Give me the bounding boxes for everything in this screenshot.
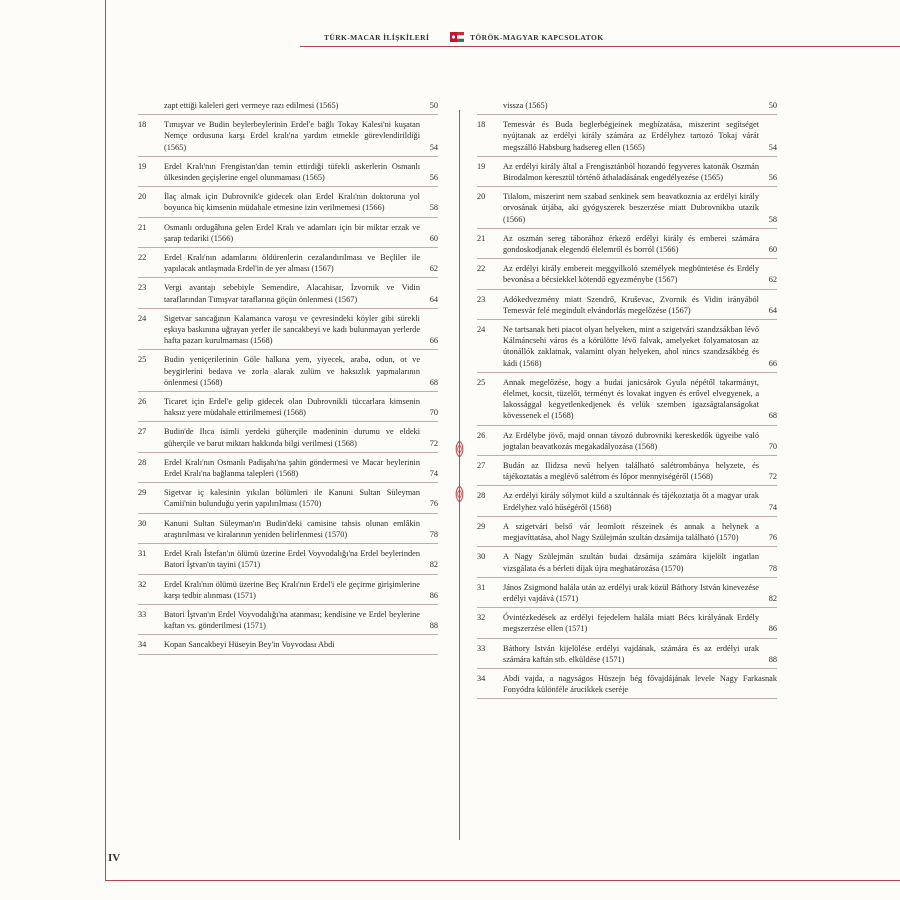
- entry-title: Az erdélyi király embereit meggyilkoló személyek megbüntetése és Erdély bevonása a bécsiekkel kötendő egyezménybe (1567): [503, 264, 759, 285]
- toc-entry: [138, 313, 438, 351]
- running-header: [300, 30, 900, 44]
- left-frame-line: [105, 0, 106, 880]
- toc-entry: [138, 119, 438, 157]
- entry-title: Sigetvar sancağının Kalamanca varoşu ve çevresindeki köyler gibi sürekli eşkıya baskınına uğrayan yerler ile sancakbeyi ve kadı bulunmayan yerlerde hafta pazarı kurulmaması (1568): [164, 313, 420, 346]
- entry-page-number: 70: [429, 408, 438, 418]
- toc-entry: [138, 639, 438, 654]
- toc-entry: [477, 233, 777, 259]
- entry-page-number: 86: [768, 624, 777, 634]
- entry-title: Tilalom, miszerint nem szabad senkinek sem beavatkoznia az erdélyi király orvosának útjába, aki gyógyszerek beszerzése miatt Dubrovnikba utazik (1566): [503, 192, 759, 224]
- entry-page-number: 68: [768, 411, 777, 421]
- entry-number: 24: [138, 313, 147, 323]
- entry-number: 29: [138, 488, 147, 498]
- entry-number: 25: [477, 377, 486, 387]
- entry-title: İlaç almak için Dubrovnik'e gidecek olan Erdel Kralı'nın doktoruna yol boyunca hiç kimsenin müdahale etmesine izin verilmemesi (1566): [164, 192, 420, 213]
- toc-entry: [138, 222, 438, 248]
- turkish-contents-column: [138, 100, 438, 659]
- toc-entry: [477, 119, 777, 157]
- entry-title: Adókedvezmény miatt Szendrő, Kruševac, Zvornik és Vidin irányából Temesvár felé megindult elvándorlás megelőzése (1567): [503, 294, 759, 315]
- entry-page-number: 76: [429, 499, 438, 509]
- toc-entry: [138, 457, 438, 483]
- entry-number: 28: [477, 491, 486, 501]
- entry-page-number: 74: [768, 502, 777, 512]
- toc-entry: [477, 191, 777, 229]
- entry-number: 20: [138, 192, 147, 202]
- entry-number: 18: [138, 120, 147, 130]
- flag-emblem-icon: [450, 32, 464, 42]
- entry-number: 30: [477, 552, 486, 562]
- entry-title: Erdel Kralı'nın adamlarını öldürenlerin cezalandırılması ve Beçliler ile yapılacak antlaşmada Erdel'in de yer alması (1567): [164, 253, 420, 274]
- entry-number: 30: [138, 518, 147, 528]
- entry-page-number: 54: [768, 142, 777, 152]
- entry-page-number: 78: [429, 529, 438, 539]
- entry-page-number: 56: [768, 173, 777, 183]
- toc-entry: [477, 490, 777, 516]
- entry-title: Báthory István kijelölése erdélyi vajdának, számára és az erdélyi urak számára kaftán stb. elküldése (1571): [503, 643, 759, 664]
- entry-page-number: 82: [768, 593, 777, 603]
- entry-page-number: 64: [429, 294, 438, 304]
- ornament-icon: [452, 440, 467, 458]
- entry-title: Budin yeniçerilerinin Göle halkına yem, yiyecek, araba, odun, ot ve beygirlerini bedava ve zorla alarak zulüm ve haksızlık yapmalarının önlenmesi (1568): [164, 355, 420, 387]
- entry-title: Erdel Kralı'nın Frengistan'dan temin ettirdiği tüfekli askerlerin Osmanlı ülkesinden geçişlerine engel olunmaması (1565): [164, 161, 420, 183]
- entry-number: 25: [138, 355, 147, 365]
- entry-number: 24: [477, 325, 486, 335]
- toc-entry: [138, 487, 438, 513]
- toc-entry: [477, 294, 777, 320]
- entry-title: Budán az Ilidzsa nevű helyen található salétrombánya helyzete, és tájékoztatás a meglévő salétrom és lőpor mennyiségéről (1568): [503, 461, 759, 482]
- toc-entry: [477, 377, 777, 426]
- header-title-turkish: TÜRK-MACAR İLİŞKİLERİ: [324, 33, 430, 42]
- toc-entry: [477, 643, 777, 669]
- entry-page-number: 60: [429, 233, 438, 243]
- entry-number: 33: [138, 609, 147, 619]
- entry-title: Vergi avantajı sebebiyle Semendire, Alacahisar, İzvornik ve Vidin taraflarından Tımışvar taraflarına göçün önlenmesi (1567): [164, 283, 420, 304]
- entry-number: 19: [477, 161, 486, 171]
- header-rule: [300, 46, 900, 47]
- entry-page-number: 64: [768, 305, 777, 315]
- page-number: IV: [108, 852, 121, 864]
- toc-entry: [138, 396, 438, 422]
- entry-title: Kanuni Sultan Süleyman'ın Budin'deki camisine tahsis olunan emlâkin araştırılması ve kiralarının yeniden belirlenmesi (1570): [164, 518, 420, 539]
- entry-number: 28: [138, 457, 147, 467]
- toc-entry: [138, 518, 438, 544]
- entry-title: Erdel Kralı'nın Osmanlı Padişahı'na şahin göndermesi ve Macar beylerinin Erdel Kralı'na bağlanma talepleri (1568): [164, 457, 420, 479]
- entry-title: Osmanlı ordugâhına gelen Erdel Kralı ve adamları için bir miktar erzak ve şarap tedariki (1566): [164, 222, 420, 243]
- entry-number: 23: [138, 283, 147, 293]
- header-title-hungarian: TÖRÖK-MAGYAR KAPCSOLATOK: [470, 33, 604, 42]
- entry-page-number: 62: [429, 264, 438, 274]
- entry-title: Budin'de Ilıca isimli yerdeki güherçile madeninin durumu ve eldeki güherçile ve barut miktarı hakkında bilgi verilmesi (1568): [164, 427, 420, 448]
- entry-title: A Nagy Szülejmán szultán budai dzsámija számára kijelölt ingatlan vizsgálata és a bérleti díjak újra meghatározása (1570): [503, 552, 759, 573]
- entry-page-number: 78: [768, 563, 777, 573]
- toc-entry: [477, 324, 777, 373]
- entry-title: Az Erdélybe jövő, majd onnan távozó dubrovniki kereskedők ügyeibe való jogtalan beavatkozás megakadályozása (1568): [503, 430, 759, 451]
- toc-entry: [477, 612, 777, 638]
- toc-entry: [477, 430, 777, 456]
- toc-entry: [477, 460, 777, 486]
- entry-number: 21: [477, 233, 486, 243]
- entry-page-number: 56: [429, 173, 438, 183]
- entry-page-number: 86: [429, 590, 438, 600]
- entry-title: Ne tartsanak heti piacot olyan helyeken, mint a szigetvári szandzsákban lévő Kálmáncsehi város és a körülötte lévő falvak, amelyeket folyamatosan az útonállók zaklatnak, valamint olyan helyeken, ahol nincs szandzsákbég és kádi (1568): [503, 325, 759, 368]
- column-divider: [459, 110, 460, 840]
- entry-number: 20: [477, 192, 486, 202]
- entry-title: Annak megelőzése, hogy a budai janicsárok Gyula népétől takarmányt, élelmet, kocsit, tüzelőt, terményt és lovakat ingyen és erővel elvegyenek, a lakossággal kegyetlenkedjenek és velük szemben igazságtalanságokat kövessenek el (1568): [503, 377, 759, 421]
- toc-entry: [138, 191, 438, 217]
- entry-title: Tımışvar ve Budin beylerbeylerinin Erdel'e bağlı Tokay Kalesi'ni kuşatan Nemçe ordusuna karşı Erdel kralı'na yardım etmekle görevlendirildiği (1565): [164, 120, 420, 152]
- toc-entry: [138, 579, 438, 605]
- entry-page-number: 62: [768, 275, 777, 285]
- entry-title: Temesvár és Buda beglerbégjeinek megbízatása, miszerint segítséget nyújtanak az erdélyi király számára az Erdélyhez tartozó Tokaj várát megszálló Habsburg hadsereg ellen (1565): [503, 120, 759, 152]
- entry-page-number: 70: [768, 441, 777, 451]
- hungarian-contents-column: [477, 100, 777, 703]
- entry-page-number: 68: [429, 377, 438, 387]
- entry-page-number: 54: [429, 142, 438, 152]
- entry-title: Erdel Kralı'nın ölümü üzerine Beç Kralı'nın Erdel'i ele geçirme girişimlerine karşı tedbir alınması (1571): [164, 579, 420, 600]
- toc-entry: [138, 161, 438, 187]
- entry-title: zapt ettiği kaleleri geri vermeye razı edilmesi (1565): [164, 101, 339, 110]
- toc-entry: [477, 100, 777, 115]
- entry-number: 26: [138, 397, 147, 407]
- entry-page-number: 72: [429, 438, 438, 448]
- entry-number: 29: [477, 521, 486, 531]
- entry-title: Ticaret için Erdel'e gelip gidecek olan Dubrovnikli tüccarlara kimsenin haksız yere müdahale ettirilmemesi (1568): [164, 397, 420, 418]
- entry-number: 22: [477, 264, 486, 274]
- entry-page-number: 50: [768, 101, 777, 110]
- entry-title: Erdel Kralı İstefan'ın ölümü üzerine Erdel Voyvodalığı'na Erdel beylerinden Batori İştvan'ın tayini (1571): [164, 549, 420, 570]
- entry-page-number: 66: [768, 358, 777, 368]
- entry-number: 32: [477, 613, 486, 623]
- toc-entry: [138, 354, 438, 392]
- toc-entry: [138, 252, 438, 278]
- entry-number: 26: [477, 430, 486, 440]
- entry-number: 31: [477, 582, 486, 592]
- entry-number: 27: [477, 461, 486, 471]
- entry-title: Batori İştvan'ın Erdel Voyvodalığı'na atanması; kendisine ve Erdel beylerine kaftan vs. gönderilmesi (1571): [164, 609, 420, 631]
- entry-page-number: 88: [429, 621, 438, 631]
- toc-entry: [477, 551, 777, 577]
- entry-page-number: 50: [429, 101, 438, 110]
- toc-entry: [138, 100, 438, 115]
- entry-title: Az erdélyi király által a Frengisztánból hozandó fegyveres katonák Oszmán Birodalmon keresztül történő áthaladásának engedélyezése (1565): [503, 161, 759, 183]
- entry-title: Az oszmán sereg táborához érkező erdélyi király és emberei számára gondoskodjanak elegendő élelemről és borról (1566): [503, 233, 759, 255]
- toc-entry: [138, 282, 438, 308]
- entry-number: 18: [477, 120, 486, 130]
- entry-title: Az erdélyi király sólymot küld a szultánnak és tájékoztatja őt a magyar urak Erdélyhez való hűségéről (1568): [503, 491, 759, 512]
- toc-entry: [477, 582, 777, 608]
- entry-page-number: 88: [768, 654, 777, 664]
- entry-title: A szigetvári belső vár leomlott részeinek és annak a helynek a megjavíttatása, ahol Nagy Szülejmán szultán dzsámija található (1570): [503, 521, 759, 543]
- entry-number: 31: [138, 549, 147, 559]
- toc-entry: [477, 263, 777, 289]
- entry-number: 27: [138, 427, 147, 437]
- bottom-frame-line: [105, 880, 900, 881]
- entry-title: János Zsigmond halála után az erdélyi urak közül Báthory István kinevezése erdélyi vajdává (1571): [503, 582, 759, 603]
- toc-entry: [138, 609, 438, 635]
- entry-page-number: 76: [768, 533, 777, 543]
- ornament-icon: [452, 485, 467, 503]
- entry-page-number: 58: [768, 214, 777, 224]
- entry-number: 22: [138, 253, 147, 263]
- entry-title: Óvintézkedések az erdélyi fejedelem halála miatt Bécs királyának Erdély megszerzése ellen (1571): [503, 613, 759, 634]
- entry-page-number: 82: [429, 560, 438, 570]
- entry-number: 19: [138, 161, 147, 171]
- entry-number: 21: [138, 222, 147, 232]
- entry-page-number: 74: [429, 469, 438, 479]
- entry-number: 23: [477, 294, 486, 304]
- entry-number: 34: [138, 640, 147, 650]
- toc-entry: [477, 673, 777, 699]
- entry-page-number: 72: [768, 472, 777, 482]
- toc-entry: [477, 521, 777, 547]
- entry-title: Sigetvar iç kalesinin yıkılan bölümleri ile Kanuni Sultan Süleyman Camii'nin bulunduğu yerin yapılırılması (1570): [164, 488, 420, 509]
- toc-entry: [138, 426, 438, 452]
- entry-page-number: 60: [768, 245, 777, 255]
- toc-entry: [138, 548, 438, 574]
- entry-number: 33: [477, 643, 486, 653]
- entry-number: 32: [138, 579, 147, 589]
- toc-entry: [477, 161, 777, 187]
- entry-number: 34: [477, 673, 486, 683]
- entry-page-number: 58: [429, 203, 438, 213]
- entry-page-number: 66: [429, 336, 438, 346]
- entry-title: Kopan Sancakbeyi Hüseyin Bey'in Voyvodası Abdi: [164, 640, 335, 650]
- entry-title: vissza (1565): [503, 101, 548, 110]
- entry-title: Abdi vajda, a nagyságos Hüszejn bég fővajdájának levele Nagy Farkasnak Fonyódra különféle árucikkek cseréje: [503, 673, 777, 695]
